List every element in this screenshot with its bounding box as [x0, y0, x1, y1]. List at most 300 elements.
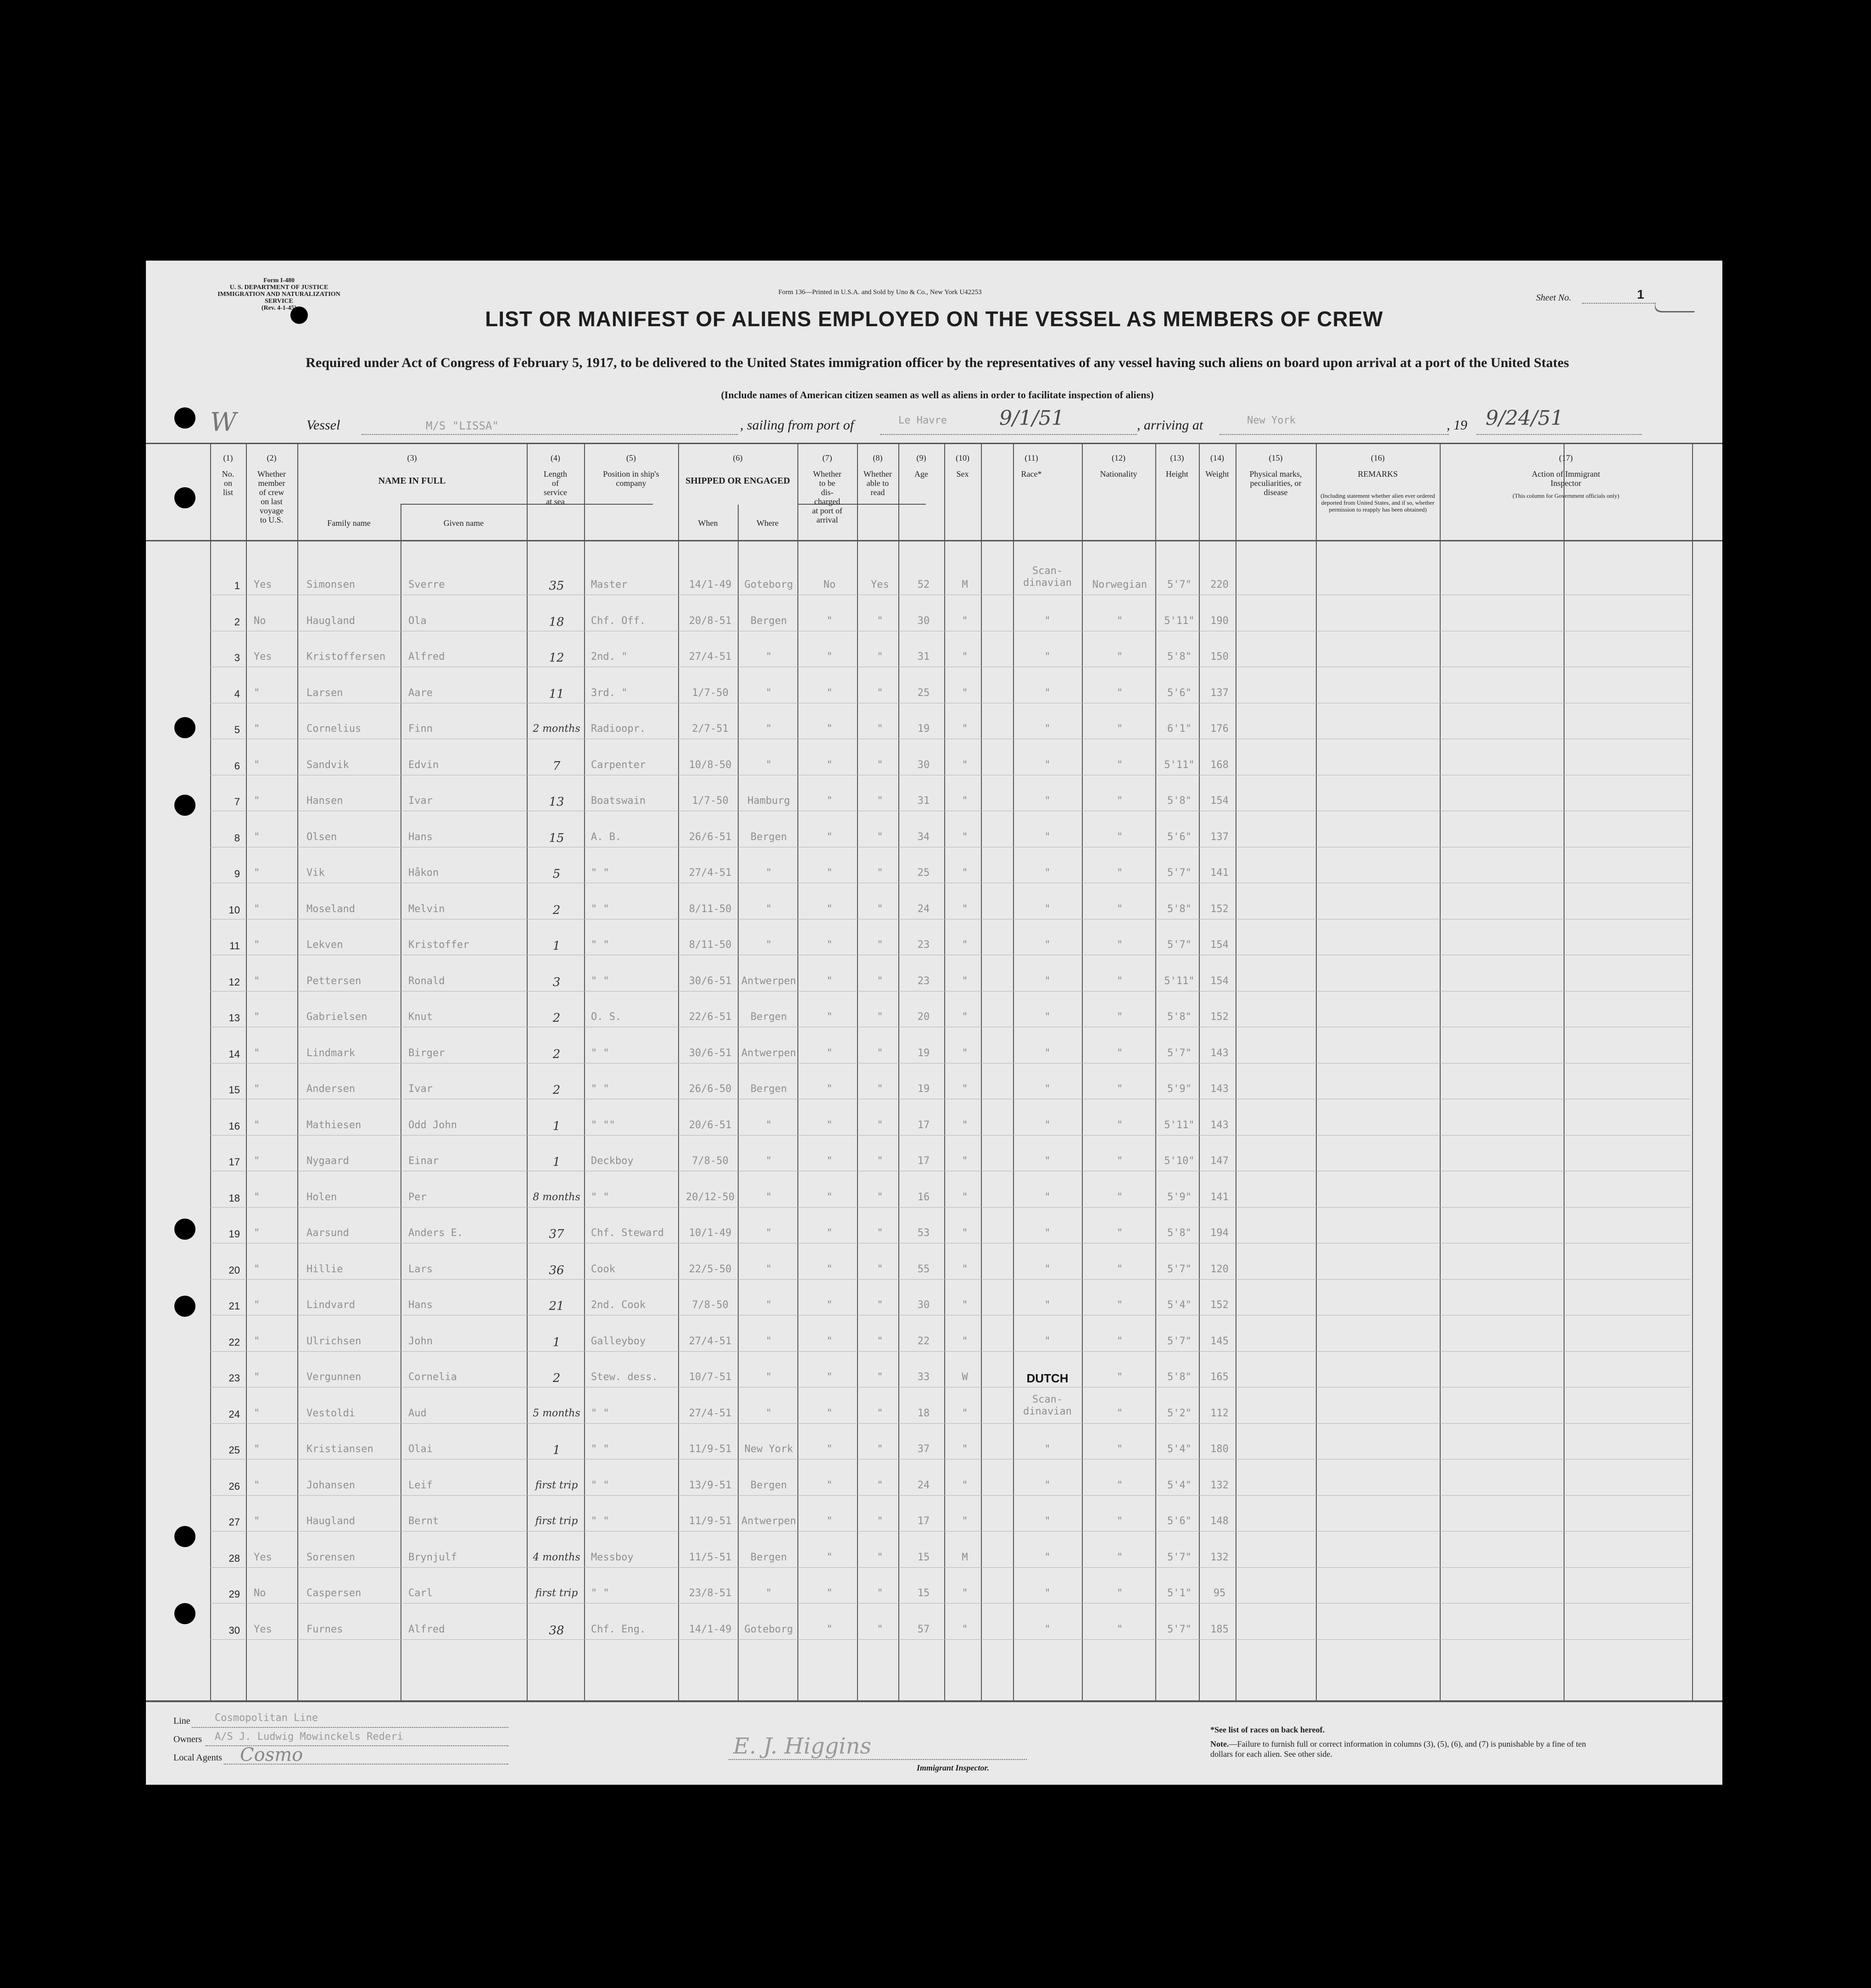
cell-where: ": [765, 1299, 772, 1311]
punch-hole: [174, 1296, 195, 1317]
row-number: 11: [229, 940, 240, 952]
column-number: (10): [956, 453, 969, 462]
cell-sex: ": [962, 1623, 968, 1635]
cell-given: Birger: [408, 1047, 445, 1059]
cell-where: Bergen: [750, 1551, 787, 1563]
cell-service: 36: [549, 1263, 564, 1277]
cell-race: ": [1044, 1083, 1051, 1095]
cell-disch: ": [826, 1371, 833, 1383]
cell-height: 5'4": [1167, 1299, 1192, 1311]
cell-given: Einar: [408, 1155, 439, 1167]
cell-position: Stew. dess.: [591, 1371, 658, 1383]
cell-height: 5'7": [1167, 1623, 1192, 1635]
row-separator: [210, 1279, 1690, 1280]
cell-when: 7/8-50: [692, 1155, 729, 1167]
cell-height: 5'4": [1167, 1479, 1192, 1491]
cell-family: Vergunnen: [306, 1371, 362, 1383]
cell-where: Goteborg: [744, 579, 793, 590]
column-number: (1): [223, 453, 233, 462]
cell-where: ": [765, 1587, 772, 1599]
row-separator: [210, 1063, 1690, 1064]
cell-when: 8/11-50: [689, 939, 732, 951]
cell-where: ": [765, 651, 772, 663]
cell-height: 5'9": [1167, 1191, 1192, 1203]
cell-sex: W: [962, 1371, 968, 1383]
cell-race: ": [1044, 1299, 1051, 1311]
cell-race: ": [1044, 795, 1051, 807]
cell-family: Furnes: [306, 1623, 343, 1635]
punch-hole: [174, 1526, 195, 1547]
cell-prev: ": [254, 759, 260, 771]
cell-read: ": [877, 1371, 883, 1383]
cell-when: 8/11-50: [689, 903, 732, 915]
column-subheader: Family name: [327, 518, 371, 528]
cell-service: 3: [552, 975, 561, 989]
cell-family: Haugland: [306, 615, 355, 627]
cell-height: 5'8": [1167, 903, 1192, 915]
cell-age: 30: [917, 615, 930, 627]
cell-weight: 141: [1210, 1191, 1229, 1203]
row-number: 14: [228, 1048, 240, 1060]
cell-family: Gabrielsen: [306, 1011, 368, 1023]
cell-prev: Yes: [254, 1551, 272, 1563]
cell-sex: ": [962, 1443, 968, 1455]
cell-family: Sandvik: [306, 759, 349, 771]
cell-position: Cook: [591, 1263, 615, 1275]
column-number: (13): [1170, 453, 1184, 462]
cell-race: ": [1044, 687, 1051, 699]
cell-nat: ": [1116, 1263, 1123, 1275]
cell-family: Holen: [306, 1191, 337, 1203]
cell-service: 1: [552, 1119, 561, 1133]
cell-family: Kristiansen: [306, 1443, 373, 1455]
cell-prev: Yes: [254, 579, 272, 590]
row-separator: [210, 1135, 1690, 1136]
cell-prev: ": [254, 723, 260, 735]
cell-height: 5'11": [1164, 975, 1195, 987]
cell-race: ": [1044, 975, 1051, 987]
row-number: 30: [228, 1624, 240, 1636]
cell-race: ": [1044, 651, 1051, 663]
cell-age: 37: [917, 1443, 930, 1455]
cell-age: 17: [917, 1119, 930, 1131]
cell-read: ": [877, 1587, 883, 1599]
cell-read: ": [877, 687, 883, 699]
cell-given: Lars: [408, 1263, 433, 1275]
cell-height: 5'7": [1167, 1551, 1192, 1563]
cell-nat: ": [1116, 939, 1123, 951]
cell-race: ": [1044, 1623, 1051, 1635]
cell-family: Hansen: [306, 795, 343, 807]
cell-when: 10/1-49: [689, 1227, 732, 1239]
cell-race: DUTCH: [1026, 1371, 1069, 1385]
include-text: (Include names of American citizen seamen as well as aliens in order to facilitate inspection of aliens): [721, 389, 1154, 401]
cell-weight: 148: [1210, 1515, 1229, 1527]
cell-weight: 95: [1213, 1587, 1226, 1599]
cell-height: 5'8": [1167, 1371, 1192, 1383]
cell-disch: ": [826, 1551, 833, 1563]
cell-disch: ": [826, 615, 833, 627]
cell-race: Scan- dinavian: [1023, 565, 1072, 589]
cell-when: 11/9-51: [689, 1515, 732, 1527]
cell-given: Carl: [408, 1587, 433, 1599]
cell-disch: ": [826, 1119, 833, 1131]
cell-when: 11/9-51: [689, 1443, 732, 1455]
column-note: (This column for Government officials only): [1512, 492, 1620, 499]
cell-disch: ": [826, 1227, 833, 1239]
cell-height: 5'7": [1167, 867, 1192, 879]
cell-height: 5'2": [1167, 1407, 1192, 1419]
cell-disch: ": [826, 651, 833, 663]
cell-where: ": [765, 1371, 772, 1383]
cell-prev: ": [254, 1011, 260, 1023]
cell-disch: ": [826, 795, 833, 807]
cell-service: 2 months: [533, 723, 580, 735]
cell-age: 23: [917, 939, 930, 951]
cell-weight: 154: [1210, 975, 1229, 987]
cell-when: 27/4-51: [689, 1407, 732, 1419]
cell-position: " ": [591, 1047, 609, 1059]
cell-given: Olai: [408, 1443, 433, 1455]
cell-sex: ": [962, 1119, 968, 1131]
row-number: 23: [228, 1372, 240, 1384]
cell-service: first trip: [535, 1587, 578, 1599]
cell-age: 34: [917, 831, 930, 843]
column-header: Nationality: [1100, 469, 1137, 479]
cell-disch: ": [826, 975, 833, 987]
cell-height: 5'6": [1167, 687, 1192, 699]
cell-prev: ": [254, 687, 260, 699]
cell-position: Chf. Off.: [591, 615, 646, 627]
cell-sex: ": [962, 1047, 968, 1059]
punch-hole: [174, 1219, 195, 1240]
cell-position: Chf. Steward: [591, 1227, 664, 1239]
cell-weight: 154: [1210, 939, 1229, 951]
column-number: (3): [407, 453, 417, 462]
cell-height: 5'8": [1167, 1011, 1192, 1023]
cell-service: 15: [549, 831, 564, 845]
column-subheader: Given name: [443, 518, 484, 528]
cell-service: 8 months: [533, 1191, 580, 1203]
cell-position: Master: [591, 579, 628, 590]
cell-sex: ": [962, 867, 968, 879]
cell-sex: ": [962, 831, 968, 843]
row-number: 4: [234, 688, 240, 700]
cell-prev: No: [254, 615, 266, 627]
cell-height: 5'7": [1167, 1047, 1192, 1059]
cell-height: 5'4": [1167, 1443, 1192, 1455]
cell-where: Antwerpen: [741, 975, 796, 987]
cell-sex: ": [962, 1083, 968, 1095]
column-subheader: When: [698, 518, 718, 528]
cell-service: first trip: [535, 1479, 578, 1491]
cell-disch: ": [826, 831, 833, 843]
column-number: (8): [873, 453, 883, 462]
cell-weight: 190: [1210, 615, 1229, 627]
column-number: (2): [267, 453, 277, 462]
cell-family: Lindvard: [306, 1299, 355, 1311]
column-number: (4): [551, 453, 560, 462]
cell-prev: ": [254, 1047, 260, 1059]
row-number: 19: [228, 1228, 240, 1240]
cell-race: ": [1044, 1263, 1051, 1275]
cell-nat: ": [1116, 1407, 1123, 1419]
cell-read: ": [877, 1263, 883, 1275]
cell-nat: ": [1116, 1083, 1123, 1095]
cell-age: 31: [917, 795, 930, 807]
cell-race: ": [1044, 1227, 1051, 1239]
column-subheader: Where: [757, 518, 779, 528]
cell-age: 53: [917, 1227, 930, 1239]
row-separator: [210, 1603, 1690, 1604]
cell-disch: ": [826, 759, 833, 771]
cell-when: 13/9-51: [689, 1479, 732, 1491]
cell-where: ": [765, 1263, 772, 1275]
cell-given: Bernt: [408, 1515, 439, 1527]
cell-age: 18: [917, 1407, 930, 1419]
owners-label: Owners: [173, 1734, 202, 1744]
cell-given: Alfred: [408, 651, 445, 663]
cell-position: " ": [591, 1407, 609, 1419]
cell-given: Per: [408, 1191, 427, 1203]
cell-given: Aud: [408, 1407, 427, 1419]
cell-disch: ": [826, 1047, 833, 1059]
cell-service: 2: [552, 1371, 561, 1385]
column-number: (6): [733, 453, 743, 462]
cell-when: 7/8-50: [692, 1299, 729, 1311]
cell-where: ": [765, 903, 772, 915]
column-header: REMARKS: [1358, 469, 1398, 479]
cell-weight: 154: [1210, 795, 1229, 807]
cell-disch: ": [826, 1515, 833, 1527]
cell-service: 4 months: [533, 1551, 580, 1563]
cell-prev: ": [254, 867, 260, 879]
line-value: Cosmopolitan Line: [215, 1712, 318, 1724]
row-number: 12: [228, 976, 240, 988]
cell-where: Bergen: [750, 831, 787, 843]
cell-read: ": [877, 831, 883, 843]
cell-position: Chf. Eng.: [591, 1623, 646, 1635]
cell-weight: 185: [1210, 1623, 1229, 1635]
cell-disch: ": [826, 1623, 833, 1635]
page-title: LIST OR MANIFEST OF ALIENS EMPLOYED ON THE VESSEL AS MEMBERS OF CREW: [485, 307, 1383, 331]
cell-race: ": [1044, 1191, 1051, 1203]
cell-race: ": [1044, 903, 1051, 915]
cell-family: Kristoffersen: [306, 651, 386, 663]
row-number: 27: [228, 1516, 240, 1528]
cell-read: ": [877, 795, 883, 807]
cell-when: 27/4-51: [689, 1335, 732, 1347]
cell-weight: 143: [1210, 1119, 1229, 1131]
column-number: (16): [1371, 453, 1385, 462]
cell-family: Pettersen: [306, 975, 362, 987]
cell-family: Mathiesen: [306, 1119, 362, 1131]
cell-read: ": [877, 1515, 883, 1527]
cell-nat: ": [1116, 1191, 1123, 1203]
cell-position: " "": [591, 1119, 615, 1131]
cell-weight: 194: [1210, 1227, 1229, 1239]
cell-service: 35: [549, 579, 564, 593]
row-number: 13: [228, 1012, 240, 1024]
cell-nat: ": [1116, 1515, 1123, 1527]
column-number: (11): [1025, 453, 1038, 462]
cell-where: Bergen: [750, 1083, 787, 1095]
cell-position: " ": [591, 975, 609, 987]
cell-read: ": [877, 1083, 883, 1095]
cell-sex: ": [962, 723, 968, 735]
cell-when: 26/6-51: [689, 831, 732, 843]
row-number: 24: [228, 1408, 240, 1420]
cell-read: ": [877, 1227, 883, 1239]
row-number: 25: [228, 1444, 240, 1456]
cell-read: ": [877, 1119, 883, 1131]
cell-nat: ": [1116, 1443, 1123, 1455]
row-number: 10: [228, 904, 240, 916]
note: [1210, 1739, 1600, 1759]
cell-prev: ": [254, 975, 260, 987]
punch-hole: [174, 717, 195, 738]
cell-nat: ": [1116, 1299, 1123, 1311]
cell-height: 5'7": [1167, 1263, 1192, 1275]
row-separator: [210, 1351, 1690, 1352]
cell-nat: ": [1116, 1623, 1123, 1635]
cell-read: ": [877, 975, 883, 987]
cell-service: 13: [549, 795, 564, 809]
column-number: (17): [1559, 453, 1573, 462]
cell-given: John: [408, 1335, 433, 1347]
cell-family: Simonsen: [306, 579, 355, 590]
cell-race: ": [1044, 831, 1051, 843]
cell-family: Sorensen: [306, 1551, 355, 1563]
cell-where: ": [765, 759, 772, 771]
cell-weight: 150: [1210, 651, 1229, 663]
cell-nat: ": [1116, 1587, 1123, 1599]
cell-nat: ": [1116, 867, 1123, 879]
cell-family: Lindmark: [306, 1047, 355, 1059]
cell-given: Alfred: [408, 1623, 445, 1635]
cell-disch: ": [826, 1083, 833, 1095]
cell-where: ": [765, 1407, 772, 1419]
cell-weight: 165: [1210, 1371, 1229, 1383]
cell-prev: ": [254, 1335, 260, 1347]
cell-given: Ivar: [408, 795, 433, 807]
required-text: Required under Act of Congress of February 5, 1917, to be delivered to the United States immigration officer by the representatives of any vessel having such aliens on board upon arrival at a port of the United States: [306, 355, 1569, 370]
cell-service: 2: [552, 1011, 561, 1025]
cell-disch: ": [826, 1011, 833, 1023]
cell-position: O. S.: [591, 1011, 622, 1023]
cell-disch: ": [826, 723, 833, 735]
cell-height: 5'8": [1167, 651, 1192, 663]
cell-family: Caspersen: [306, 1587, 362, 1599]
cell-service: first trip: [535, 1515, 578, 1527]
cell-read: ": [877, 1551, 883, 1563]
cell-race: ": [1044, 759, 1051, 771]
column-header: Weight: [1205, 469, 1229, 479]
cell-race: ": [1044, 867, 1051, 879]
row-number: 7: [234, 796, 240, 807]
cell-when: 14/1-49: [689, 579, 732, 590]
cell-prev: ": [254, 1227, 260, 1239]
column-header: Length of service at sea: [544, 469, 567, 506]
cell-sex: ": [962, 615, 968, 627]
cell-age: 16: [917, 1191, 930, 1203]
cell-service: 2: [552, 1047, 561, 1061]
cell-family: Johansen: [306, 1479, 355, 1491]
cell-race: ": [1044, 1551, 1051, 1563]
row-number: 21: [228, 1300, 240, 1312]
cell-nat: ": [1116, 1479, 1123, 1491]
cell-age: 19: [917, 723, 930, 735]
cell-read: ": [877, 723, 883, 735]
cell-prev: ": [254, 1191, 260, 1203]
cell-sex: ": [962, 1263, 968, 1275]
cell-where: ": [765, 867, 772, 879]
cell-family: Aarsund: [306, 1227, 349, 1239]
cell-sex: ": [962, 1227, 968, 1239]
cell-disch: ": [826, 1479, 833, 1491]
cell-sex: M: [962, 579, 968, 590]
cell-nat: ": [1116, 1047, 1123, 1059]
cell-read: ": [877, 1335, 883, 1347]
cell-when: 2/7-51: [692, 723, 729, 735]
punch-hole: [174, 1603, 195, 1624]
cell-read: ": [877, 1623, 883, 1635]
cell-disch: ": [826, 1299, 833, 1311]
row-separator: [210, 1567, 1690, 1568]
cell-sex: M: [962, 1551, 968, 1563]
cell-family: Haugland: [306, 1515, 355, 1527]
cell-position: Deckboy: [591, 1155, 634, 1167]
cell-when: 10/8-50: [689, 759, 732, 771]
cell-service: 21: [549, 1299, 564, 1313]
cell-disch: ": [826, 903, 833, 915]
cell-where: New York: [744, 1443, 793, 1455]
column-header: Action of Immigrant Inspector: [1531, 469, 1600, 488]
cell-given: Finn: [408, 723, 433, 735]
cell-service: 1: [552, 1335, 561, 1349]
cell-when: 20/6-51: [689, 1119, 732, 1131]
row-number: 22: [228, 1336, 240, 1348]
row-number: 17: [228, 1156, 240, 1168]
row-number: 2: [234, 616, 240, 628]
cell-nat: ": [1116, 1011, 1123, 1023]
cell-read: ": [877, 1155, 883, 1167]
cell-position: " ": [591, 903, 609, 915]
cell-family: Lekven: [306, 939, 343, 951]
inspector-signature: E. J. Higgins: [733, 1733, 872, 1759]
cell-position: " ": [591, 939, 609, 951]
row-number: 3: [234, 652, 240, 663]
column-header: Whether able to read: [863, 469, 892, 497]
column-number: (14): [1210, 453, 1224, 462]
cell-prev: Yes: [254, 651, 272, 663]
cell-disch: ": [826, 1407, 833, 1419]
row-number: 8: [234, 832, 240, 844]
cell-given: Edvin: [408, 759, 439, 771]
cell-when: 23/8-51: [689, 1587, 732, 1599]
cell-given: Kristoffer: [408, 939, 469, 951]
cell-family: Cornelius: [306, 723, 362, 735]
cell-position: " ": [591, 1083, 609, 1095]
cell-sex: ": [962, 975, 968, 987]
cell-weight: 137: [1210, 687, 1229, 699]
cell-where: Antwerpen: [741, 1515, 796, 1527]
cell-read: ": [877, 1479, 883, 1491]
row-number: 5: [234, 724, 240, 735]
row-number: 29: [228, 1588, 240, 1600]
cell-when: 14/1-49: [689, 1623, 732, 1635]
cell-weight: 143: [1210, 1083, 1229, 1095]
